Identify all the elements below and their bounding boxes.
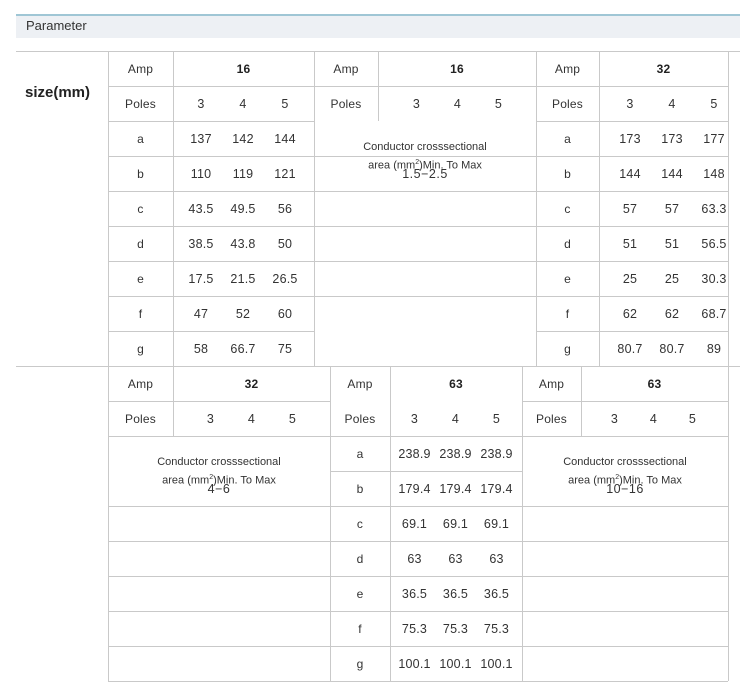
table-cell: 51 [622,236,638,251]
table-cell: 47 [193,306,209,321]
table-cell: 17.5 [188,271,214,286]
table-cell: 25 [664,271,680,286]
table-cell: 89 [706,341,722,356]
table-rule [522,541,728,542]
amp-value: 63 [449,376,463,391]
table-rule [173,51,174,366]
conductor-cross-section-note: Conductor crosssectional area $(mm^2)Min$. To Max [157,456,281,487]
table-rule [108,646,330,647]
poles-value: 5 [288,411,297,426]
table-cell: 238.9 [398,446,431,461]
table-cell: 63 [489,551,504,566]
poles-label: Poles [330,96,362,111]
table-cell: 238.9 [439,446,472,461]
table-rule [522,506,728,507]
amp-label: Amp [333,61,359,76]
poles-value: 5 [688,411,697,426]
poles-value: 5 [710,96,718,111]
table-cell: 144 [661,166,683,181]
amp-value: 16 [450,61,464,76]
amp-label: Amp [347,376,373,391]
dimension-label: g [564,341,571,356]
table-cell: 119 [232,166,254,181]
table-rule [314,191,536,192]
table-cell: 63 [407,551,422,566]
table-rule [390,366,391,681]
poles-value: 3 [610,411,619,426]
table-cell: 80.7 [617,341,643,356]
table-cell: 75.3 [401,621,428,636]
poles-value: 3 [412,96,421,111]
amp-label: Amp [127,61,154,76]
table-cell: 110 [190,166,212,181]
table-cell: 179.4 [439,481,472,496]
table-rule [314,296,536,297]
conductor-range: 4−6 [207,482,231,496]
table-cell: 62 [622,306,638,321]
table-cell: 49.5 [230,201,256,216]
amp-label: Amp [127,376,154,391]
amp-value: 16 [236,61,251,76]
table-cell: 62 [664,306,680,321]
table-cell: 50 [277,236,293,251]
table-cell: 58 [193,341,209,356]
poles-value: 3 [626,96,634,111]
table-cell: 51 [664,236,680,251]
amp-value: 63 [647,376,662,391]
amp-label: Amp [554,61,581,76]
table-rule [108,611,330,612]
poles-label: Poles [124,411,157,426]
conductor-cross-section-note: Conductor crosssectional area $(mm^2)Min$. To Max [563,456,687,487]
table-cell: 68.7 [701,306,727,321]
conductor-cross-section-note: Conductor crosssectional area $(mm^2)Min$. To Max [363,141,487,172]
table-rule [108,541,330,542]
table-cell: 238.9 [480,446,513,461]
table-cell: 25 [622,271,638,286]
poles-value: 5 [281,96,289,111]
dimension-label: g [137,341,144,356]
table-cell: 69.1 [442,516,469,531]
dimension-label: e [356,586,364,601]
poles-label: Poles [344,411,376,426]
dimension-label: e [564,271,571,286]
dimension-label: c [564,201,571,216]
table-cell: 179.4 [398,481,431,496]
poles-value: 4 [649,411,658,426]
amp-value: 32 [244,376,259,391]
table-cell: 38.5 [188,236,214,251]
table-cell: 36.5 [401,586,428,601]
table-cell: 177 [703,131,725,146]
table-rule [728,366,729,681]
table-cell: 57 [622,201,638,216]
table-cell: 173 [661,131,683,146]
table-cell: 21.5 [230,271,256,286]
table-cell: 100.1 [398,656,431,671]
dimension-label: c [356,516,364,531]
table-cell: 57 [664,201,680,216]
table-rule [522,646,728,647]
table-cell: 75.3 [442,621,469,636]
table-cell: 144 [619,166,641,181]
table-cell: 56 [277,201,293,216]
table-cell: 69.1 [401,516,428,531]
table-cell: 69.1 [483,516,510,531]
table-cell: 36.5 [483,586,510,601]
dimension-label: a [356,446,364,461]
table-rule [522,576,728,577]
dimension-label: f [138,306,143,321]
dimension-label: g [356,656,364,671]
table-cell: 173 [619,131,641,146]
dimension-label: d [564,236,571,251]
table-rule [314,226,536,227]
poles-value: 4 [239,96,247,111]
poles-value: 5 [494,96,503,111]
poles-label: Poles [535,411,568,426]
table-cell: 63 [448,551,463,566]
parameter-title: Parameter [26,18,87,33]
dimension-label: a [137,131,144,146]
table-cell: 144 [274,131,296,146]
table-rule [108,576,330,577]
table-cell: 75 [277,341,293,356]
table-rule [599,51,600,366]
table-cell: 30.3 [701,271,727,286]
table-cell: 60 [277,306,293,321]
dimension-label: d [137,236,144,251]
poles-value: 3 [197,96,205,111]
dimension-label: b [137,166,144,181]
poles-value: 4 [668,96,676,111]
poles-label: Poles [124,96,157,111]
table-cell: 137 [190,131,212,146]
dimension-label: f [565,306,570,321]
poles-value: 4 [453,96,462,111]
dimension-label: e [137,271,144,286]
poles-value: 3 [410,411,419,426]
table-rule [522,611,728,612]
table-cell: 43.5 [188,201,214,216]
table-cell: 43.8 [230,236,256,251]
table-cell: 63.3 [701,201,727,216]
poles-label: Poles [551,96,584,111]
table-cell: 100.1 [480,656,513,671]
dimension-label: c [137,201,144,216]
table-cell: 80.7 [659,341,685,356]
dimension-label: b [564,166,571,181]
table-cell: 121 [274,166,296,181]
conductor-range: 1.5−2.5 [402,167,448,181]
dimension-label: b [356,481,364,496]
dimension-label: d [356,551,364,566]
table-rule [314,261,536,262]
parameter-header [16,14,740,38]
table-cell: 26.5 [272,271,298,286]
poles-value: 5 [492,411,501,426]
table-cell: 75.3 [483,621,510,636]
poles-value: 4 [247,411,256,426]
table-cell: 52 [235,306,251,321]
poles-value: 4 [451,411,460,426]
amp-value: 32 [656,61,671,76]
table-cell: 100.1 [439,656,472,671]
poles-value: 3 [206,411,215,426]
table-cell: 56.5 [701,236,727,251]
amp-label: Amp [538,376,565,391]
conductor-range: 10−16 [606,482,644,496]
table-rule [108,681,728,682]
size-label: size(mm) [25,84,91,101]
dimension-label: f [358,621,362,636]
table-cell: 36.5 [442,586,469,601]
table-cell: 148 [703,166,725,181]
table-rule [108,506,330,507]
table-cell: 142 [232,131,254,146]
table-cell: 66.7 [230,341,256,356]
dimension-label: a [564,131,571,146]
table-cell: 179.4 [480,481,513,496]
